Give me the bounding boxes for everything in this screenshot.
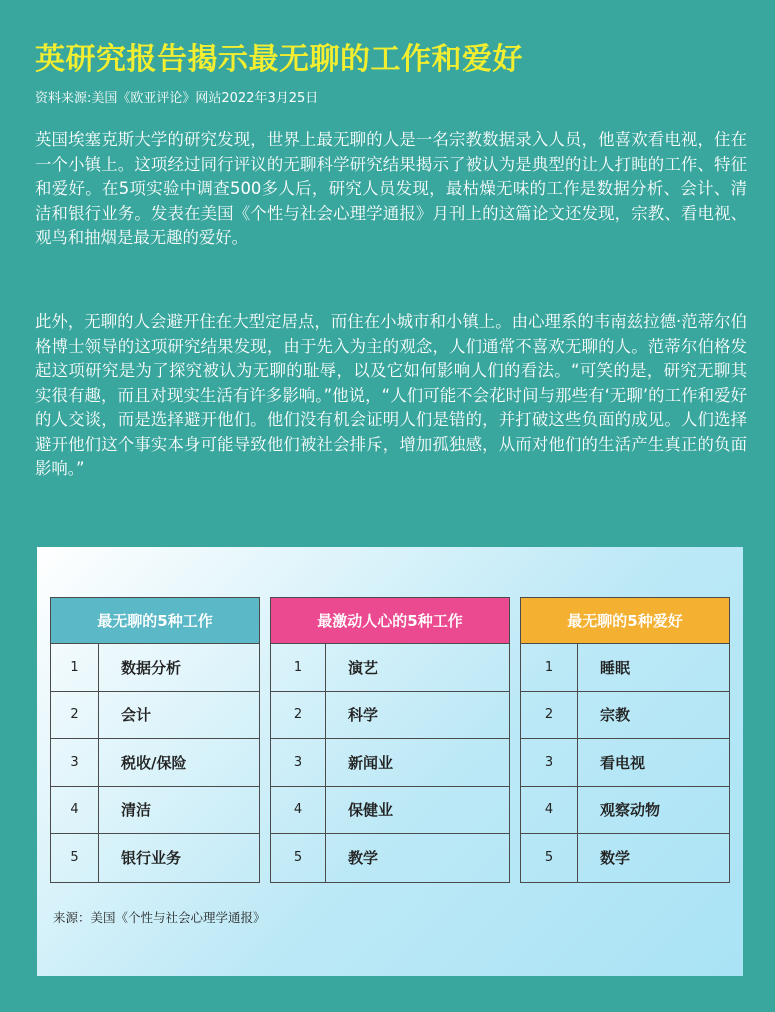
table-boring-jobs (50, 597, 260, 883)
rank-number: 1 (51, 644, 99, 691)
table-row (521, 692, 729, 740)
rank-number: 2 (521, 692, 578, 739)
table-cell: 清洁 (121, 801, 152, 820)
table-row (51, 644, 259, 692)
table-row (521, 644, 729, 692)
panel-source: 来源：美国《个性与社会心理学通报》 (53, 910, 266, 925)
source-line: 资料来源:美国《欧亚评论》网站2022年3月25日 (35, 91, 319, 106)
table-row (271, 692, 509, 740)
table-cell: 教学 (348, 849, 379, 868)
table-row (271, 739, 509, 787)
table-exciting-jobs (270, 597, 510, 883)
rank-number: 1 (521, 644, 578, 691)
rank-number: 5 (271, 834, 326, 882)
rank-number: 5 (521, 834, 578, 882)
rank-number: 4 (51, 787, 99, 834)
table-cell: 会计 (121, 706, 152, 725)
table-cell: 新闻业 (348, 753, 394, 772)
table-row (51, 739, 259, 787)
table-cell: 观察动物 (600, 801, 661, 820)
tables-panel (37, 547, 743, 976)
table-row (271, 834, 509, 882)
article-paragraph-2: 此外，无聊的人会避开住在大型定居点，而住在小城市和小镇上。由心理系的韦南兹拉德·范蒂尔伯格博士领导的这项研究结果发现，由于先入为主的观念，人们通常不喜欢无聊的人。范蒂尔伯格发起这项研究是为了探究被认为无聊的耻辱，以及它如何影响人们的看法。“可笑的是，研究无聊其实很有趣，而且对现实生活有许多影响。”他说，“人们可能不会花时间与那些有‘无聊’的工作和爱好的人交谈，而是选择避开他们。他们没有机会证明人们是错的，并打破这些负面的成见。人们选择避开他们这个事实本身可能导致他们被社会排斥，增加孤独感，从而对他们的生活产生真正的负面影响。” (35, 312, 747, 478)
table-cell: 税收/保险 (121, 753, 187, 772)
table-cell: 数学 (600, 849, 631, 868)
table-header: 最无聊的5种爱好 (521, 598, 729, 644)
table-row (51, 787, 259, 835)
article-paragraph-1: 英国埃塞克斯大学的研究发现，世界上最无聊的人是一名宗教数据录入人员，他喜欢看电视，住在一个小镇上。这项经过同行评议的无聊科学研究结果揭示了被认为是典型的让人打盹的工作、特征和爱好。在5项实验中调查500多人后，研究人员发现，最枯燥无味的工作是数据分析、会计、清洁和银行业务。发表在美国《个性与社会心理学通报》月刊上的这篇论文还发现，宗教、看电视、观鸟和抽烟是最无趣的爱好。 (35, 130, 747, 247)
table-row (521, 834, 729, 882)
table-cell: 保健业 (348, 801, 394, 820)
table-cell: 科学 (348, 706, 379, 725)
rank-number: 3 (521, 739, 578, 786)
rank-number: 5 (51, 834, 99, 882)
table-row (51, 834, 259, 882)
rank-number: 4 (271, 787, 326, 834)
table-header: 最无聊的5种工作 (51, 598, 259, 644)
table-row (51, 692, 259, 740)
rank-number: 4 (521, 787, 578, 834)
page-title: 英研究报告揭示最无聊的工作和爱好 (35, 42, 523, 77)
rank-number: 2 (271, 692, 326, 739)
table-cell: 演艺 (348, 658, 379, 677)
table-row (271, 787, 509, 835)
table-boring-hobbies (520, 597, 730, 883)
rank-number: 3 (271, 739, 326, 786)
table-cell: 数据分析 (121, 658, 182, 677)
table-cell: 看电视 (600, 753, 646, 772)
table-header: 最激动人心的5种工作 (271, 598, 509, 644)
table-row (521, 787, 729, 835)
table-cell: 睡眠 (600, 658, 631, 677)
table-row (271, 644, 509, 692)
table-row (521, 739, 729, 787)
table-cell: 宗教 (600, 706, 631, 725)
table-cell: 银行业务 (121, 849, 182, 868)
rank-number: 2 (51, 692, 99, 739)
rank-number: 3 (51, 739, 99, 786)
rank-number: 1 (271, 644, 326, 691)
